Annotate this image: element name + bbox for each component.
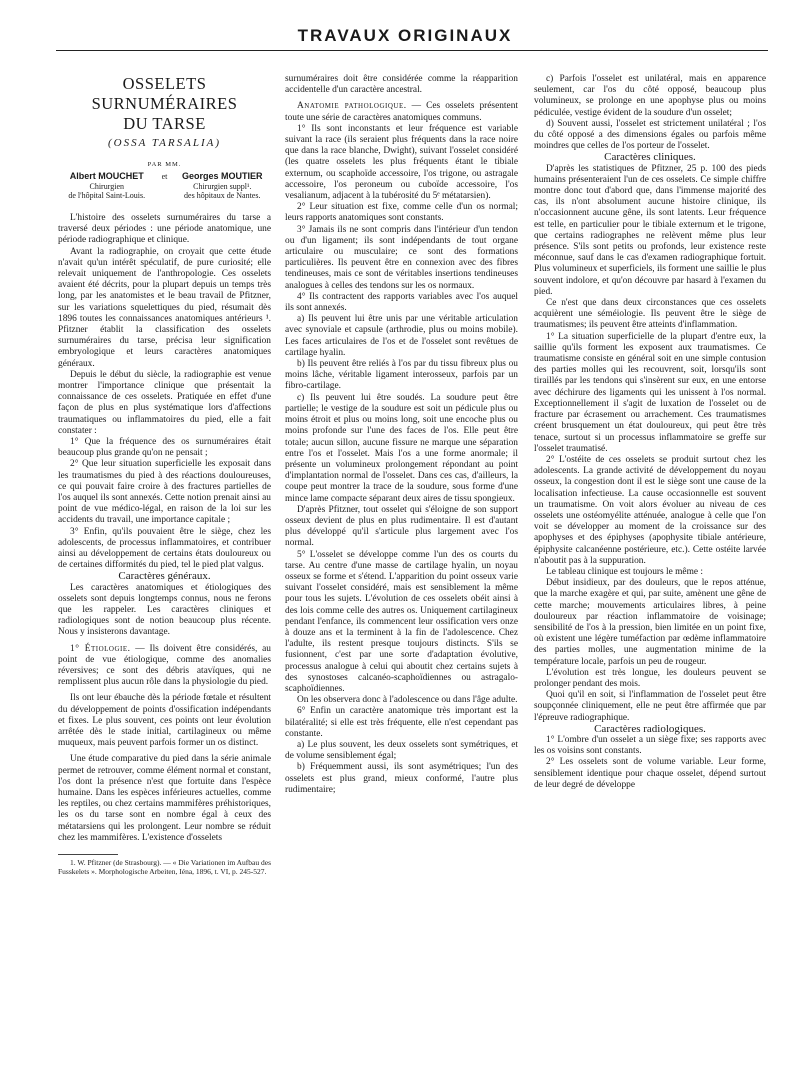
paragraph [58,644,271,689]
author-2-role: Chirurgien suppl¹. [193,181,252,191]
footnote-rule [58,854,118,855]
paragraph: Avant la radiographie, on croyait que cette étude n'avait qu'un intérêt spéculatif, de pure curiosité; elle relevait uniquement de l'anthropologie. Ces osselets avaient été décrits, pour la plupart depuis un temps très long, par les anatomistes et le beau travail de Pfitzner, sur les variations squelettiques du pied, résumait dès 1896 toutes les connaissances anatomiques antérieurs ¹. Pfitzner établit la classification des osselets surnuméraires du tarse, précisa leur signification embryologique et leurs caractères anatomiques généraux. [58,246,271,369]
column-3 [534,74,766,791]
article-title-line-2: DU TARSE [123,114,206,133]
paragraph: 3° Jamais ils ne sont compris dans l'intérieur d'un tendon ou d'un ligament; ils sont indépendants de tout organe articulaire ou musculaire; ce sont des formations particulières. Ils peuvent être en connexion avec des fibres tendineuses, mais ce sont de véritables insertions tendineuses analogues à celles des tendons sur les os normaux. [285,224,518,291]
article-subtitle: (OSSA TARSALIA) [108,137,221,149]
paragraph: d) Souvent aussi, l'osselet est strictement unilatéral ; l'os du côté opposé a des dimensions égales ou parfois même moindres que celles de l'os porteur de l'osselet. [534,118,766,152]
column-2 [285,74,518,796]
paragraph: b) Fréquemment aussi, ils sont asymétriques; l'un des osselets est plus grand, mieux conformé, l'autre plus rudimentaire; [285,762,518,795]
paragraph-text: — Ces osselets présentent toute une série de caractères anatomiques communs. [285,101,518,123]
paragraph: L'histoire des osselets surnuméraires du tarse a traversé deux périodes : une période anatomique, une période radiographique et clinique. [58,212,271,246]
author-2-name: Georges MOUTIER [181,171,263,182]
paragraph: Début insidieux, par des douleurs, que le repos atténue, que la marche exagère et qui, par suite, amènent une gêne de cette marche; mouvements articulaires libres, à peine douloureux par réaction inflammatoire de voisinage; sensibilité de l'os à la pression, bien limitée en un point fixe, où existent une légère tuméfaction par œdème inflammatoire des parties molles, une augmentation minime de la température locale, parfois un peu de rougeur. [534,578,766,667]
article-title-line-1: OSSELETS SURNUMÉRAIRES [91,74,238,113]
paragraph: Les caractères anatomiques et étiologiques des osselets sont depuis longtemps connus, nous ne ferons que les rappeler. Les caractères cliniques et radiologiques sont de notion beaucoup plus récente. Nous y insisterons davantage. [58,582,271,638]
paragraph: 2° Que leur situation superficielle les exposait dans les traumatismes du pied à des réactions douloureuses, ce qui pouvait faire croire à des fractures partielles de l'os auquel ils sont annexés. Cette notion prenait ainsi au point de vue médico-légal, en raison de la loi sur les accidents du travail, une importance capitale ; [58,459,271,526]
header-rule [56,50,768,51]
paragraph: D'après Pfitzner, tout osselet qui s'éloigne de son support osseux devient de plus en plus rudimentaire. Il est d'autant plus développé qu'il s'articule plus largement avec l'os normal. [285,504,518,549]
paragraph: Depuis le début du siècle, la radiographie est venue montrer l'importance clinique que présentait la connaissance de ces osselets. Pratiquée en effet d'une façon de plus en plus systématique lors d'affections traumatiques ou inflammatoires du pied, elle a fait constater : [58,369,271,436]
paragraph: 2° L'ostéite de ces osselets se produit surtout chez les adolescents. La grande activité de développement du noyau osseux, la congestion dont il est le siège sont une cause de la localisation infectieuse. La cause occasionnelle est souvent un traumatisme. On voit alors évoluer au niveau de ces osselets une ostéomyélite atténuée, analogue à celle que l'on voit se développer au moment de la croissance sur des apophyses et des épiphyses (apophysite tibiale antérieure, épiphysite calcanéenne postérieure, etc.). Cette ostéite larvée n'aboutit pas à la suppuration. [534,454,766,566]
paragraph: 2° Les osselets sont de volume variable. Leur forme, sensiblement identique pour chaque osselet, dépend surtout de leur degré de développe [534,757,766,790]
running-header: TRAVAUX ORIGINAUX [297,26,513,45]
section-heading: Caractères généraux. [118,570,211,583]
section-heading: Caractères radiologiques. [594,722,706,735]
author-1-name: Albert MOUCHET [69,171,144,182]
author-conjunction: et [161,172,168,182]
paragraph: On les observera donc à l'adolescence ou dans l'âge adulte. [297,695,518,706]
paragraph: 1° La situation superficielle de la plupart d'entre eux, la saillie qu'ils forment les exposent aux traumatismes. Ce traumatisme consiste en général soit en une simple contusion des parties molles qui les recouvrent, soit, lorsqu'ils sont tiraillés par les tendons qui s'insèrent sur eux, en une entorse avec déchirure des ligaments qui les unissent à l'os normal. Exceptionnellement il s'agit de luxation de l'osselet ou de fracture par écrasement ou arrachement. Ces traumatismes créent brusquement un état douloureux, qui peut être très tenace, surtout si un processus inflammatoire se greffe sur l'osselet traumatisé. [534,331,766,454]
author-2-affiliation: des hôpitaux de Nantes. [184,191,261,201]
section-heading: Caractères cliniques. [604,151,696,164]
paragraph: a) Ils peuvent lui être unis par une véritable articulation avec synoviale et capsule (arthrodie, plus ou moins mobile). Les faces articulaires de l'os et de l'osselet sont revêtues de cartilage hyalin. [285,314,518,358]
paragraph: surnuméraires doit être considérée comme la réapparition accidentelle d'un caractère ancestral. [285,74,518,96]
run-in-heading: 1° Étiologie. [70,643,131,654]
paragraph: 3° Enfin, qu'ils pouvaient être le siège, chez les adolescents, de processus inflammatoires, et contribuer ainsi au développement de certains états douloureux ou de certaines difformités du pied, tel le pied plat valgus. [58,526,271,571]
authors-block [58,172,271,201]
paragraph: 2° Leur situation est fixe, comme celle d'un os normal; leurs rapports anatomiques sont constants. [285,202,518,224]
paragraph-text: — Ils doivent être considérés, au point de vue étiologique, comme des anomalies réversives; ce sont des débris atavïques, qui ne remplissent plus aucun rôle dans la physiologie du pied. [58,643,271,688]
paragraph: D'après les statistiques de Pfitzner, 25 p. 100 des pieds humains présenteraient l'un de ces osselets. Ce simple chiffre montre donc tout d'abord que, dans l'immense majorité des cas, ils n'ont absolument aucune histoire clinique, ils n'occasionnent aucune gêne, ils sont latents. Leur fréquence est telle, en particulier pour le tibiale externum et le trigone, que certains radiographes ne relèvent même plus leur présence. S'ils sont petits ou profonds, leur existence reste méconnue, sauf dans le cas d'examen radiographique fortuit. Plus volumineux et superficiels, ils forment une saillie le plus souvent indolore, et qu'on découvre par hasard à l'examen du pied. [534,163,766,297]
paragraph: 6° Enfin un caractère anatomique très important est la bilatéralité; si elle est très fréquente, elle n'est cependant pas constante. [285,706,518,739]
paragraph: 1° L'ombre d'un osselet a un siège fixe; ses rapports avec les os voisins sont constants. [534,734,766,757]
paragraph: 5° L'osselet se développe comme l'un des os courts du tarse. Au centre d'une masse de cartilage hyalin, un noyau osseux se forme et s'étend. L'apparition du point osseux varie suivant l'osselet considéré, mais est sensiblement la même pour tous les sujets. L'évolution de ces osselets obéit ainsi à des lois comme celle des autres os. Uniquement cartilagineux pendant l'enfance, ils commencent leur ossification vers onze à douze ans et la terminent à la fin de l'adolescence. Chez l'adulte, ils restent presque toujours distincts. S'ils se fusionnent, c'est par une sorte d'adaptation évolutive, processus analogue à celui qui aboutit chez certains sujets à des synostoses calcanéo-scaphoïdiennes ou astragalo-scaphoïdiennes. [285,549,518,694]
author-1-role: Chirurgien [89,181,124,191]
paragraph: c) Parfois l'osselet est unilatéral, mais en apparence seulement, car l'os du côté opposé, beaucoup plus volumineux, se prolonge en une apophyse plus ou moins pédiculée, vestige évident de la soudure d'un osselet; [534,74,766,118]
paragraph [285,101,518,123]
paragraph: Ils ont leur ébauche dès la période fœtale et résultent du développement de points d'ossification indépendants et fixes. Le plus souvent, ces points ont leur évolution arrêtée dès le stade initial, cartilagineux ou même muqueux, mais peuvent parfois former un os distinct. [58,693,271,749]
paragraph: Une étude comparative du pied dans la série animale permet de retrouver, comme élément normal et constant, l'os dont la présence n'est que fortuite dans l'espèce humaine. Dans les espèces inférieures actuelles, comme les reptiles, ou chez certains mammifères préhistoriques, les os du tarse sont en nombre égal à ceux des métatarsiens qui les prolongent. Leur nombre se réduit chez les mammifères. L'existence d'osselets [58,754,271,843]
paragraph: 1° Ils sont inconstants et leur fréquence est variable suivant la race (ils seraient plus fréquents dans la race noire que dans la race blanche, Dwight), suivant l'osselet considéré (les quatre osselets les plus fréquents étant le tibiale externum, ou scaphoïde accessoire, l'os trigone, ou astragale accessoire, l'os peroneum ou cuboïde accessoire, l'os vesalianum, adjacent à la tubérosité du 5ᵉ métatarsien). [285,123,518,202]
paragraph: b) Ils peuvent être reliés à l'os par du tissu fibreux plus ou moins lâche, véritable ligament interosseux, parfois par un fibro-cartilage. [285,359,518,392]
author-1-affiliation: de l'hôpital Saint-Louis. [68,191,146,201]
paragraph: 1° Que la fréquence des os surnuméraires était beaucoup plus grande qu'on ne pensait ; [58,436,271,459]
run-in-heading: Anatomie pathologique. [297,101,407,112]
paragraph: L'évolution est très longue, les douleurs peuvent se prolonger pendant des mois. [534,667,766,689]
paragraph: Ce n'est que dans deux circonstances que ces osselets acquièrent une séméiologie. Ils peuvent être le siège de traumatismes; ils peuvent être atteints d'inflammation. [534,298,766,331]
paragraph: 4° Ils contractent des rapports variables avec l'os auquel ils sont annexés. [285,291,518,314]
paragraph: c) Ils peuvent lui être soudés. La soudure peut être partielle; le vestige de la soudure est soit un pédicule plus ou moins étroit et plus ou moins long, soit une encoche plus ou moins profonde sur l'une des faces de l'os. Elle peut être totale; aucun sillon, aucune fissure ne marque une séparation entre l'os et l'osselet. Mais l'os a une forme anormale; il présente un volumineux prolongement répondant au point d'implantation normal de l'osselet. Dans ces cas, d'ailleurs, la coupe peut montrer la trace de la soudure, sous forme d'une mince lame compacte séparant deux aires de tissu spongieux. [285,392,518,504]
paragraph: Le tableau clinique est toujours le même : [546,566,703,577]
paragraph: a) Le plus souvent, les deux osselets sont symétriques, et de volume sensiblement égal; [285,739,518,762]
author-2 [174,172,272,201]
author-1 [58,172,156,201]
byline: PAR MM. [147,161,182,169]
paragraph: Quoi qu'il en soit, si l'inflammation de l'osselet peut être soupçonnée cliniquement, elle ne peut être affirmée que par l'épreuve radiographique. [534,690,766,723]
footnote: 1. W. Pfitzner (de Strasbourg). — « Die Variationen im Aufbau des Fusskelets ». Morphologische Arbeiten, Iéna, 1896, t. VI, p. 245-527. [58,858,271,877]
column-1 [58,74,271,876]
